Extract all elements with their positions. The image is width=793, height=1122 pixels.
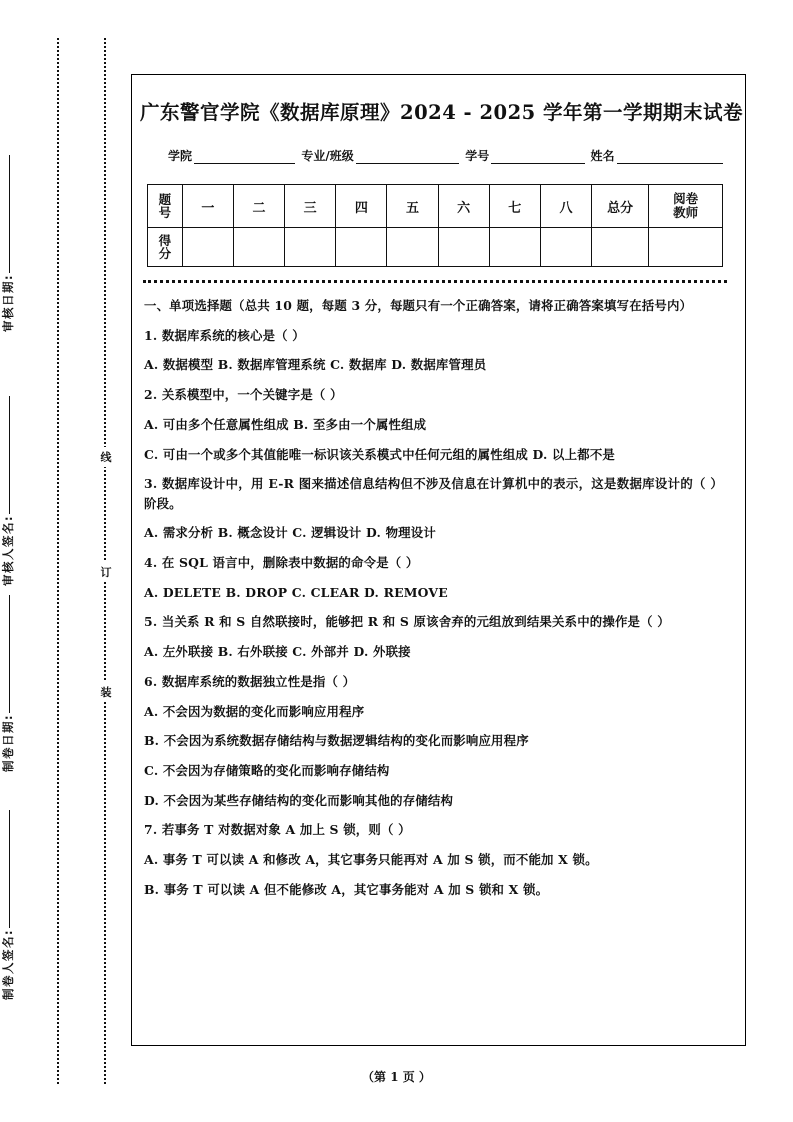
score-col-header-7: 七 [489,185,540,228]
score-col-header-total: 总分 [592,185,649,228]
score-label-line-1: 得 [158,232,172,248]
row-label-line-1: 题 [158,191,172,207]
question-6-option-a: A. 不会因为数据的变化而影响应用程序 [144,703,365,719]
question-3-stem: 3. 数据库设计中，用 E-R 图来描述信息结构但不涉及信息在计算机中的表示，这是数据库设计的（ ）阶段。 [144,476,723,511]
score-col-header-5: 五 [387,185,438,228]
exam-title: 广东警官学院《数据库原理》2024 - 2025 学年第一学期期末试卷 [140,101,744,124]
dotted-seam-outer [57,38,59,1084]
marker-label-line-2: 教师 [673,205,699,220]
score-table-header-row [148,185,723,228]
question-4-option-line-1: A. DELETE B. DROP C. CLEAR D. REMOVE [144,584,448,600]
margin-rule-paper-maker-sign [9,810,10,928]
marker-label-line-1: 阅卷 [673,190,699,206]
seam-mark-zhuang: 装 [98,682,114,702]
field-input-major-class[interactable] [356,150,459,164]
seam-mark-ding: 订 [98,562,114,582]
field-label-name: 姓名 [590,149,615,163]
dotted-divider [143,280,727,283]
question-4-stem: 4. 在 SQL 语言中，删除表中数据的命令是（ ） [144,554,419,570]
score-cell-1[interactable] [182,228,233,267]
score-cell-4[interactable] [336,228,387,267]
question-6-option-c: C. 不会因为存储策略的变化而影响存储结构 [144,763,390,778]
field-input-student-id[interactable] [491,150,584,164]
score-table-value-row [148,228,723,267]
question-5-stem: 5. 当关系 R 和 S 自然联接时，能够把 R 和 S 原该舍弃的元组放到结果关系中的操作是（ ） [144,614,670,630]
margin-label-paper-date: 制卷日期: [0,512,16,772]
score-cell-marker[interactable] [649,228,723,267]
margin-rule-paper-date [9,595,10,713]
question-5-option-line-1: A. 左外联接 B. 右外联接 C. 外部并 D. 外联接 [144,644,411,660]
question-6-option-d: D. 不会因为某些存储结构的变化而影响其他的存储结构 [144,792,454,808]
score-col-header-1: 一 [182,185,233,228]
exam-sheet-frame [131,74,746,1046]
score-cell-total[interactable] [592,228,649,267]
question-6-option-b: B. 不会因为系统数据存储结构与数据逻辑结构的变化而影响应用程序 [144,733,529,749]
page-indicator: （第 1 页 ） [362,1070,431,1084]
student-identity-line [168,147,723,164]
question-6-stem: 6. 数据库系统的数据独立性是指（ ） [144,673,356,689]
dotted-seam-inner [104,38,106,1084]
field-label-student-id: 学号 [465,149,490,163]
field-label-college: 学院 [168,149,193,163]
left-margin-annotations [0,0,120,1122]
question-body [144,296,723,899]
question-1-option-line-1: A. 数据模型 B. 数据库管理系统 C. 数据库 D. 数据库管理员 [144,357,487,373]
score-cell-5[interactable] [387,228,438,267]
margin-rule-review-date [9,155,10,273]
margin-label-review-date: 审核日期: [0,72,16,332]
question-2-option-line-2: C. 可由一个或多个其值能唯一标识该关系模式中任何元组的属性组成 D. 以上都不是 [144,446,615,462]
score-col-header-6: 六 [438,185,489,228]
score-cell-2[interactable] [233,228,284,267]
row-label-line-2: 号 [158,205,172,220]
score-cell-7[interactable] [489,228,540,267]
question-1-stem: 1. 数据库系统的核心是（ ） [144,327,305,343]
score-cell-6[interactable] [438,228,489,267]
question-2-stem: 2. 关系模型中，一个关键字是（ ） [144,387,343,403]
score-cell-3[interactable] [285,228,336,267]
margin-label-reviewer-sign: 审核人签名: [0,326,16,586]
score-col-header-marker [649,185,723,228]
section-heading-choice: 一、单项选择题（总共 10 题，每题 3 分，每题只有一个正确答案，请将正确答案填写在括号内） [144,298,693,313]
question-2-option-line-1: A. 可由多个任意属性组成 B. 至多由一个属性组成 [144,416,427,432]
question-7-option-b: B. 事务 T 可以读 A 但不能修改 A，其它事务能对 A 加 S 锁和 X 锁。 [144,881,549,897]
field-input-name[interactable] [617,150,723,164]
question-7-option-a: A. 事务 T 可以读 A 和修改 A，其它事务只能再对 A 加 S 锁，而不能加 X 锁。 [144,852,598,868]
score-table-row-label-score [148,228,183,267]
field-input-college[interactable] [194,150,295,164]
margin-rule-reviewer-sign [9,396,10,514]
score-label-line-2: 分 [158,246,172,261]
score-col-header-3: 三 [285,185,336,228]
score-col-header-8: 八 [540,185,591,228]
score-cell-8[interactable] [540,228,591,267]
field-label-major-class: 专业/班级 [301,149,354,163]
margin-label-paper-maker-sign: 制卷人签名: [0,740,16,1000]
question-7-stem: 7. 若事务 T 对数据对象 A 加上 S 锁，则（ ） [144,822,411,838]
seam-mark-xian: 线 [98,447,114,467]
question-3-option-line-1: A. 需求分析 B. 概念设计 C. 逻辑设计 D. 物理设计 [144,525,436,541]
score-table [147,184,723,267]
score-table-row-label-question-no [148,185,183,228]
score-col-header-4: 四 [336,185,387,228]
score-col-header-2: 二 [233,185,284,228]
